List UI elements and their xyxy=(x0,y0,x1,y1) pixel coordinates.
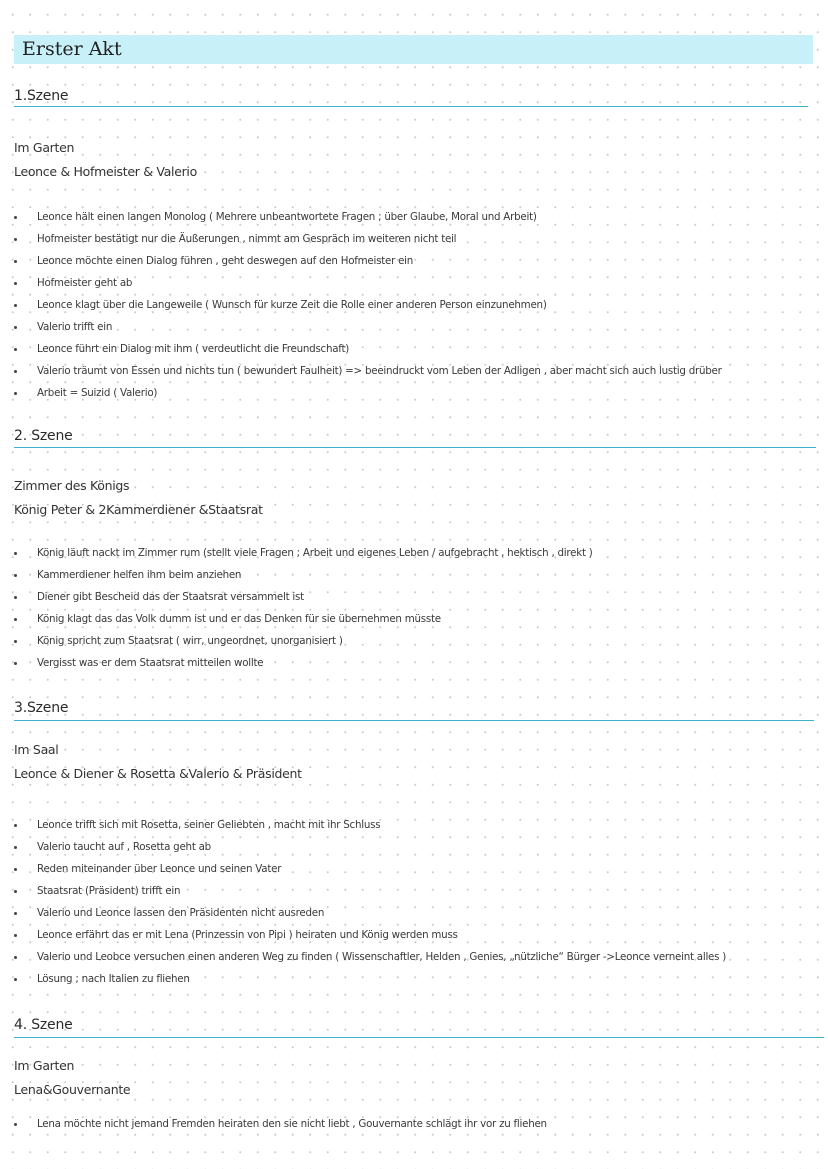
scene-1-bullet-list xyxy=(12,206,722,404)
list-item: Lösung ; nach Italien zu fliehen xyxy=(12,968,726,990)
scene-1-characters: Leonce & Hofmeister & Valerio xyxy=(14,164,197,179)
scene-4-location: Im Garten xyxy=(14,1058,75,1073)
list-item: König läuft nackt im Zimmer rum (stellt viele Fragen ; Arbeit und eigenes Leben / aufgebracht , hektisch , direkt ) xyxy=(12,542,593,564)
scene-2-heading: 2. Szene xyxy=(14,428,73,444)
list-item: Kammerdiener helfen ihm beim anziehen xyxy=(12,564,593,586)
list-item: Staatsrat (Präsident) trifft ein xyxy=(12,880,726,902)
list-item: Leonce klagt über die Langeweile ( Wunsch für kurze Zeit die Rolle einer anderen Person einzunehmen) xyxy=(12,294,722,316)
list-item: Lena möchte nicht jemand Fremden heiraten den sie nicht liebt , Gouvernante schlägt ihr vor zu fliehen xyxy=(12,1113,547,1135)
scene-4-bullet-list xyxy=(12,1113,547,1135)
scene-1-rule xyxy=(14,106,808,107)
scene-3-location: Im Saal xyxy=(14,742,59,757)
scene-3-characters: Leonce & Diener & Rosetta &Valerio & Präsident xyxy=(14,766,302,781)
scene-4-meta xyxy=(14,1054,130,1102)
list-item: Hofmeister bestätigt nur die Äußerungen , nimmt am Gespräch im weiteren nicht teil xyxy=(12,228,722,250)
list-item: Leonce erfährt das er mit Lena (Prinzessin von Pipi ) heiraten und König werden muss xyxy=(12,924,726,946)
list-item: Valerio und Leobce versuchen einen anderen Weg zu finden ( Wissenschaftler, Helden , Genies, „nützliche“ Bürger ->Leonce verneint alles ) xyxy=(12,946,726,968)
scene-2-bullet-list xyxy=(12,542,593,674)
scene-2-meta xyxy=(14,474,263,522)
list-item: König klagt das das Volk dumm ist und er das Denken für sie übernehmen müsste xyxy=(12,608,593,630)
scene-1-location: Im Garten xyxy=(14,140,75,155)
list-item: König spricht zum Staatsrat ( wirr, ungeordnet, unorganisiert ) xyxy=(12,630,593,652)
list-item: Valerio träumt von Essen und nichts tun ( bewundert Faulheit) => beeindruckt vom Leben der Adligen , aber macht sich auch lustig drüber xyxy=(12,360,722,382)
list-item: Diener gibt Bescheid das der Staatsrat versammelt ist xyxy=(12,586,593,608)
list-item: Vergisst was er dem Staatsrat mitteilen wollte xyxy=(12,652,593,674)
list-item: Leonce möchte einen Dialog führen , geht deswegen auf den Hofmeister ein xyxy=(12,250,722,272)
scene-1-meta xyxy=(14,136,197,184)
scene-4-characters: Lena&Gouvernante xyxy=(14,1082,131,1097)
scene-3-bullet-list xyxy=(12,814,726,990)
scene-4-heading: 4. Szene xyxy=(14,1017,73,1033)
list-item: Leonce führt ein Dialog mit ihm ( verdeutlicht die Freundschaft) xyxy=(12,338,722,360)
list-item: Valerio taucht auf , Rosetta geht ab xyxy=(12,836,726,858)
list-item: Leonce hält einen langen Monolog ( Mehrere unbeantwortete Fragen ; über Glaube, Moral und Arbeit) xyxy=(12,206,722,228)
list-item: Arbeit = Suizid ( Valerio) xyxy=(12,382,722,404)
scene-3-meta xyxy=(14,738,302,786)
scene-2-rule xyxy=(14,447,816,448)
scene-3-heading: 3.Szene xyxy=(14,700,69,716)
act-title: Erster Akt xyxy=(22,38,122,60)
list-item: Hofmeister geht ab xyxy=(12,272,722,294)
scene-3-rule xyxy=(14,720,814,721)
act-title-banner xyxy=(14,35,813,64)
scene-2-characters: König Peter & 2Kammerdiener &Staatsrat xyxy=(14,502,263,517)
scene-4-rule xyxy=(14,1037,824,1038)
scene-1-heading: 1.Szene xyxy=(14,88,69,104)
list-item: Valerio trifft ein xyxy=(12,316,722,338)
list-item: Reden miteinander über Leonce und seinen Vater xyxy=(12,858,726,880)
list-item: Leonce trifft sich mit Rosetta, seiner Geliebten , macht mit ihr Schluss xyxy=(12,814,726,836)
list-item: Valerio und Leonce lassen den Präsidenten nicht ausreden xyxy=(12,902,726,924)
scene-2-location: Zimmer des Königs xyxy=(14,478,130,493)
